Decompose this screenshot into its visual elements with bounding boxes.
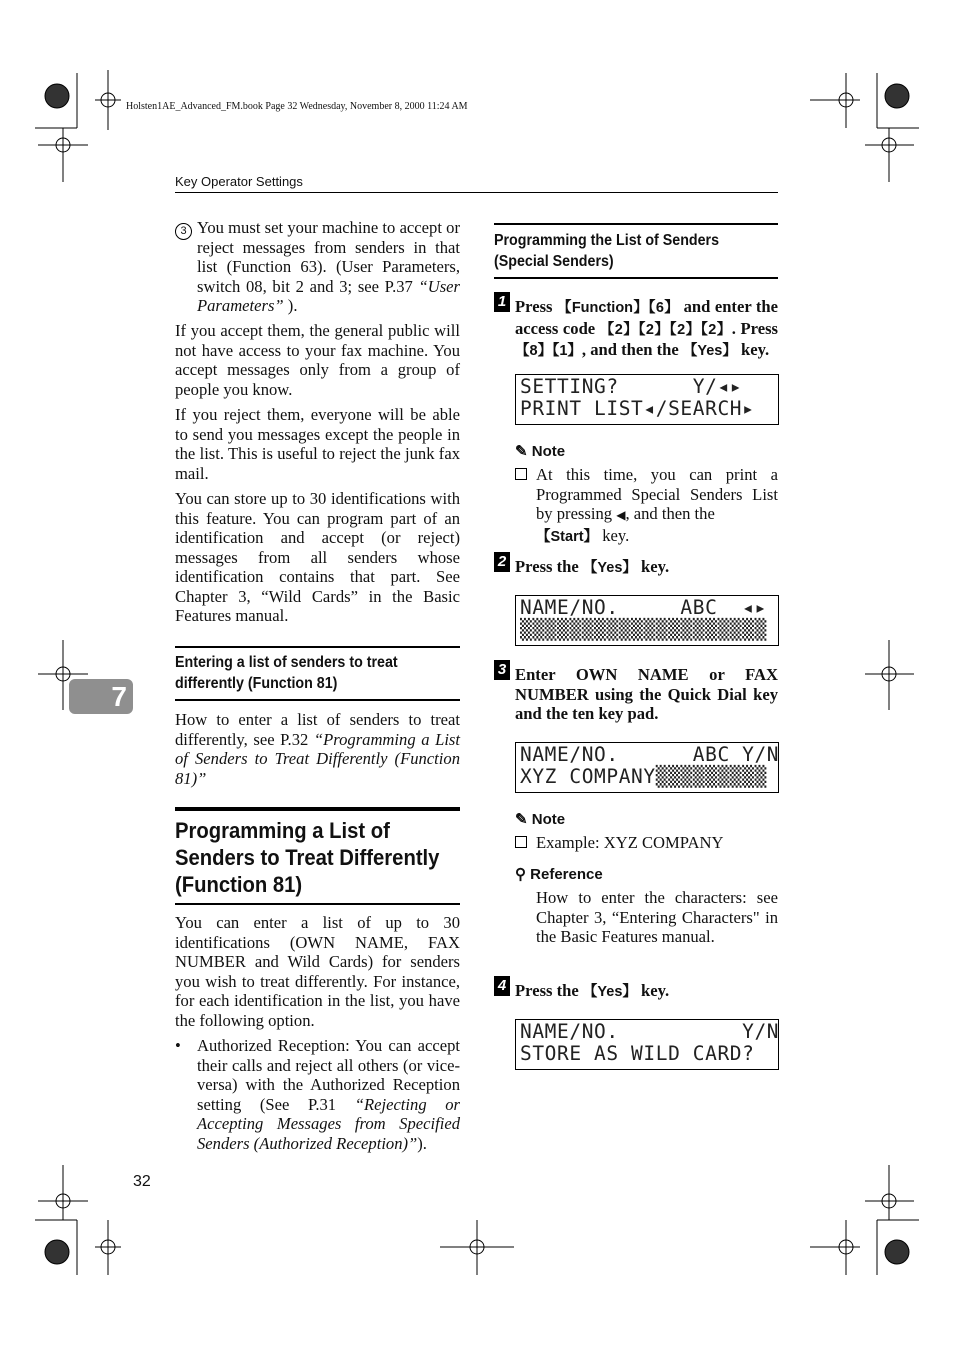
paragraph-list-intro: You can enter a list of up to 30 identifications (OWN NAME, FAX NUMBER and Wild Cards) for senders you wish to treat differently. For instance, for each identification in the list, you have the following option. <box>175 913 460 1030</box>
page-number: 32 <box>133 1173 151 1190</box>
yes-key: 【Yes】 <box>582 984 637 1000</box>
heading-rule-bottom <box>175 903 460 905</box>
subheading-entering-list: Entering a list of senders to treat differently (Function 81) <box>175 654 398 692</box>
step-number: 2 <box>494 552 510 572</box>
lcd-display-1: SETTING? Y/◂▸ PRINT LIST◂/SEARCH▸ <box>515 374 779 425</box>
yes-key: 【Yes】 <box>682 343 737 359</box>
section-rule-top <box>175 646 460 648</box>
step-4-text: Press the 【Yes】 key. <box>515 981 670 1000</box>
lcd-display-4: NAME/NO. Y/N STORE AS WILD CARD? <box>515 1019 779 1070</box>
book-info: Holsten1AE_Advanced_FM.book Page 32 Wednesday, November 8, 2000 11:24 AM <box>126 101 468 112</box>
reference-text: How to enter the characters: see Chapter 3, “Entering Characters" in the Basic Features manual. <box>536 888 778 946</box>
checkbox-bullet-icon <box>515 468 527 480</box>
item-number: 3 <box>175 223 192 240</box>
checkbox-bullet-icon <box>515 836 527 848</box>
pencil-icon: ✎ <box>515 443 528 460</box>
note-heading: ✎ Note <box>515 811 566 828</box>
heading-rule-top <box>175 807 460 811</box>
cross-reference[interactable]: “Programming a List of Senders to Treat Differently (Function 81)” <box>175 729 460 788</box>
lcd-display-2: NAME/NO. ABC ◂▸ ▒▒▒▒▒▒▒▒▒▒▒▒▒▒▒▒▒▒▒▒ <box>515 595 779 646</box>
section-heading: Programming a List of Senders to Treat Differently (Function 81) <box>175 818 440 897</box>
step-3-text: Enter OWN NAME or FAX NUMBER using the Quick Dial key and the ten key pad. <box>515 665 778 723</box>
lcd-display-3: NAME/NO. ABC Y/N XYZ COMPANY▒▒▒▒▒▒▒▒▒ <box>515 742 779 793</box>
step-number: 4 <box>494 976 510 996</box>
key-6: 【6】 <box>648 300 680 316</box>
paragraph-identifications: You can store up to 30 identifications with this feature. You can program part of an identification and accept (or reject) messages from all senders whose identification contains that part. See Chapter 3, “Wild Cards” in the Basic Features manual. <box>175 489 460 625</box>
paragraph-how-to: How to enter a list of senders to treat differently, see P.32 “Programming a List of Senders to Treat Differently (Function 81)” <box>175 710 460 788</box>
step-2-text: Press the 【Yes】 key. <box>515 557 670 576</box>
start-key: 【Start】 <box>536 528 599 545</box>
function-key: 【Function】 <box>556 300 649 316</box>
header-rule <box>175 192 778 193</box>
pencil-icon: ✎ <box>515 811 528 828</box>
subheading-programming-list: Programming the List of Senders (Special Senders) <box>494 232 720 270</box>
right-rule-bottom <box>494 277 778 279</box>
section-rule-bottom <box>175 699 460 701</box>
step-number: 3 <box>494 660 510 680</box>
right-rule-top <box>494 223 778 225</box>
paragraph-reject: If you reject them, everyone will be able to send you messages except the people in the list. This is useful to reject the junk fax mail. <box>175 405 460 483</box>
note-print-list: At this time, you can print a Programmed Special Senders List by pressing ◀, and then the 【Start】 key. <box>515 465 778 547</box>
step-number: 1 <box>494 292 510 312</box>
paragraph-accept: If you accept them, the general public will not have access to your fax machine. You accept messages only from a group of people you know. <box>175 321 460 399</box>
running-header: Key Operator Settings <box>175 174 303 189</box>
bullet-authorized-reception: • Authorized Reception: You can accept their calls and reject all others (or vice-versa) with the Authorized Reception setting (See P.31 “Rejecting or Accepting Messages from Specified Senders (Authorized Reception)”). <box>175 1036 460 1153</box>
magnifier-icon: ⚲ <box>515 866 526 883</box>
item3: 3 You must set your machine to accept or reject messages from senders in that list (Function 63). (User Parameters, switch 08, bit 2 and 3; see P.37 “User Parameters” ). <box>175 218 460 316</box>
cross-reference[interactable]: “Rejecting or Accepting Messages from Specified Senders (Authorized Reception)” <box>197 1094 460 1153</box>
note-heading: ✎ Note <box>515 443 566 460</box>
reference-heading: ⚲ Reference <box>515 866 603 883</box>
note-example: Example: XYZ COMPANY <box>515 833 778 853</box>
yes-key: 【Yes】 <box>582 560 637 576</box>
step-1-text: Press 【Function】【6】 and enter the access code 【2】【2】【2】【2】. Press 【8】【1】, and then the 【Yes】 key. <box>515 297 778 359</box>
cross-reference[interactable]: “User Parameters” <box>197 276 460 315</box>
chapter-tab: 7 <box>69 679 133 714</box>
left-arrow-icon: ◀ <box>616 508 626 522</box>
